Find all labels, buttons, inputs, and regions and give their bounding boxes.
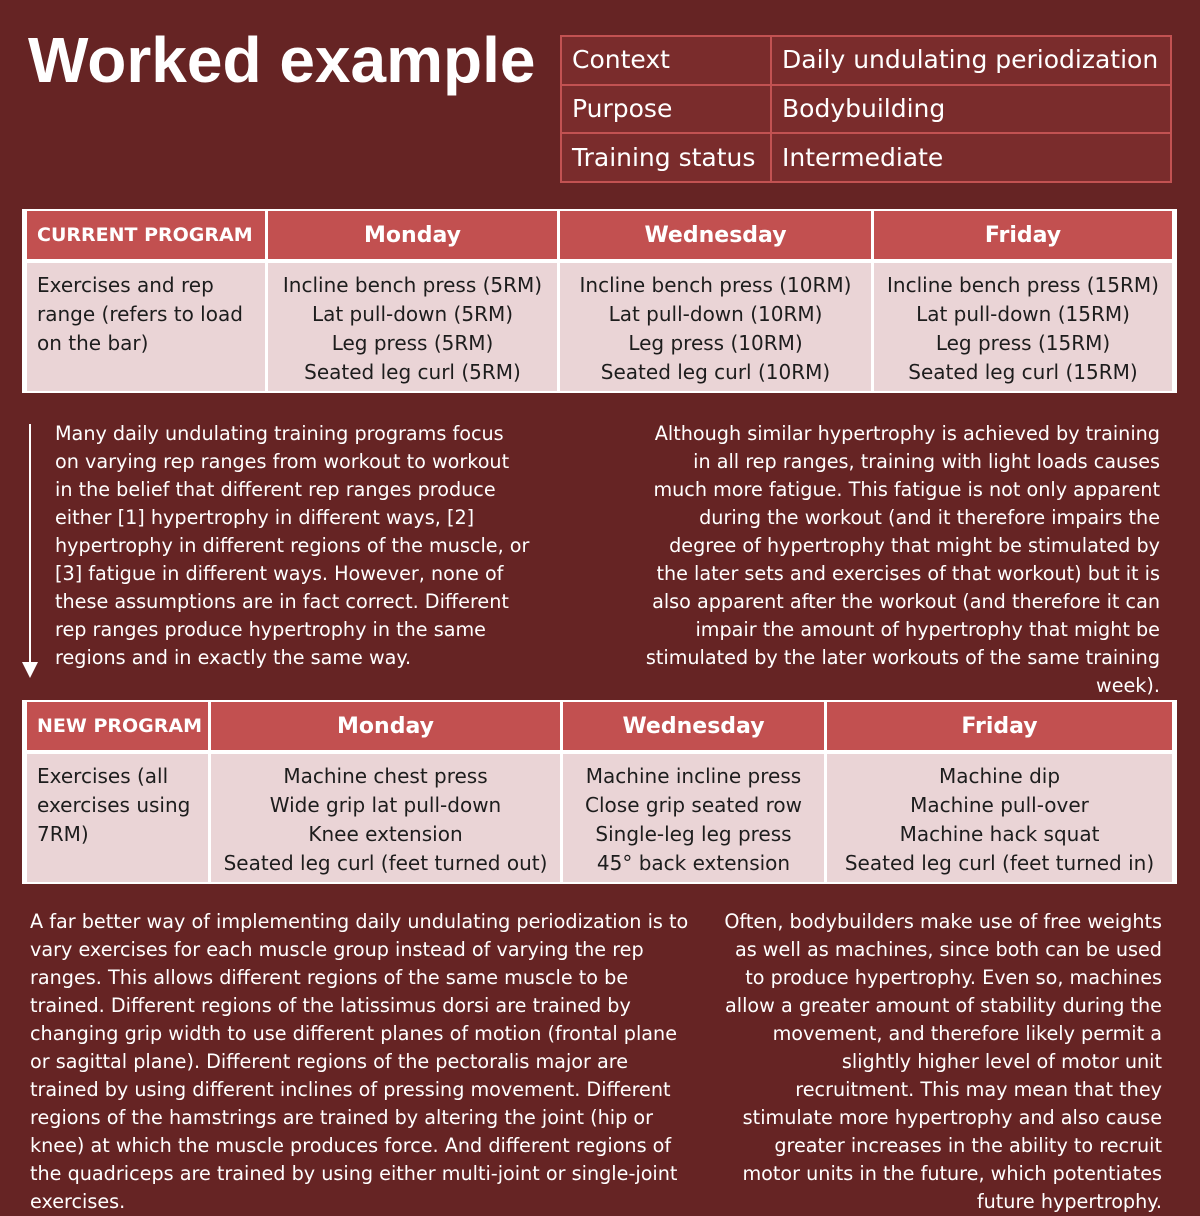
new-friday-header: Friday [826,702,1174,752]
exercise-item: Leg press (5RM) [331,331,494,355]
exercise-item: Single-leg leg press [595,822,792,846]
page-title: Worked example [28,24,536,96]
new-monday-header: Monday [210,702,562,752]
current-monday-header: Monday [267,211,559,261]
exercise-item: Machine incline press [585,764,802,788]
new-program-header-row [26,702,1174,752]
exercise-item: Machine pull-over [910,793,1089,817]
new-wednesday-cell [562,752,826,882]
exercise-item: Seated leg curl (feet turned in) [844,851,1155,875]
exercise-item: Seated leg curl (15RM) [908,360,1138,384]
exercise-item: Leg press (15RM) [935,331,1111,355]
paragraph-machines: Often, bodybuilders make use of free weights as well as machines, since both can be used to produce hypertrophy. Even so, machines allow a greater amount of stability during the movement, and therefore likely permit a slightly higher level of motor unit recruitment. This may mean that they stimulate more hypertrophy and also cause greater increases in the ability to recruit motor units in the future, which potentiates future hypertrophy. [724,910,1162,1213]
current-row-label: Exercises and rep range (refers to load on the bar) [26,261,267,391]
context-key: Context [561,36,771,85]
exercise-item: 45° back extension [596,851,791,875]
current-wednesday-header: Wednesday [559,211,873,261]
current-friday-header: Friday [873,211,1174,261]
purpose-value: Bodybuilding [771,85,1171,134]
exercise-item: Seated leg curl (feet turned out) [223,851,548,875]
exercise-item: Incline bench press (5RM) [282,273,543,297]
current-program-row [26,261,1174,391]
exercise-item: Incline bench press (15RM) [887,273,1159,297]
new-friday-cell [826,752,1174,882]
purpose-key: Purpose [561,85,771,134]
current-program-header-row [26,211,1174,261]
down-arrow-icon [22,662,38,678]
current-program-table [24,211,1175,391]
exercise-item: Lat pull-down (10RM) [608,302,823,326]
current-wednesday-cell [559,261,873,391]
new-monday-cell [210,752,562,882]
new-program-row [26,752,1174,882]
training-status-row [561,133,1171,182]
exercise-item: Wide grip lat pull-down [269,793,502,817]
exercise-item: Knee extension [308,822,463,846]
exercise-item: Leg press (10RM) [628,331,803,355]
current-monday-cell [267,261,559,391]
new-row-label: Exercises (all exercises using 7RM) [26,752,210,882]
new-program-table [24,702,1175,882]
new-wednesday-header: Wednesday [562,702,826,752]
exercise-item: Lat pull-down (15RM) [916,302,1130,326]
paragraph-fatigue: Although similar hypertrophy is achieved by training in all rep ranges, training with light loads causes much more fatigue. This fatigue is not only apparent during the workout (and it therefore impairs the degree of hypertrophy that might be stimulated by the later sets and exercises of that workout) but it is also apparent after the workout (and therefore it can impair the amount of hypertrophy that might be stimulated by the later workouts of the same training week). [645,422,1160,697]
current-program-label: CURRENT PROGRAM [26,211,267,261]
purpose-row [561,85,1171,134]
paragraph-better-way: A far better way of implementing daily undulating periodization is to vary exercises for each muscle group instead of varying the rep ranges. This allows different regions of the same muscle to be trained. Different regions of the latissimus dorsi are trained by changing grip width to use different planes of motion (frontal plane or sagittal plane). Different regions of the pectoralis major are trained by using different inclines of pressing movement. Different regions of the hamstrings are trained by altering the joint (hip or knee) at which the muscle produces force. And different regions of the quadriceps are trained by using either multi-joint or single-joint exercises. [30,910,689,1213]
exercise-item: Seated leg curl (5RM) [304,360,521,384]
context-table [560,35,1172,183]
paragraph-rep-ranges: Many daily undulating training programs focus on varying rep ranges from workout to workout in the belief that different rep ranges produce either [1] hypertrophy in different ways, [2] hypertrophy in different regions of the muscle, or [3] fatigue in different ways. However, none of these assumptions are in fact correct. Different rep ranges produce hypertrophy in the same regions and in exactly the same way. [55,422,530,669]
exercise-item: Machine hack squat [899,822,1100,846]
exercise-item: Seated leg curl (10RM) [600,360,831,384]
exercise-item: Close grip seated row [585,793,802,817]
training-status-key: Training status [561,133,771,182]
context-row [561,36,1171,85]
context-value: Daily undulating periodization [771,36,1171,85]
training-status-value: Intermediate [771,133,1171,182]
exercise-item: Machine chest press [283,764,488,788]
exercise-item: Incline bench press (10RM) [579,273,852,297]
new-program-label: NEW PROGRAM [26,702,210,752]
down-arrow-line [29,424,31,664]
exercise-item: Machine dip [938,764,1061,788]
current-friday-cell [873,261,1174,391]
exercise-item: Lat pull-down (5RM) [311,302,514,326]
